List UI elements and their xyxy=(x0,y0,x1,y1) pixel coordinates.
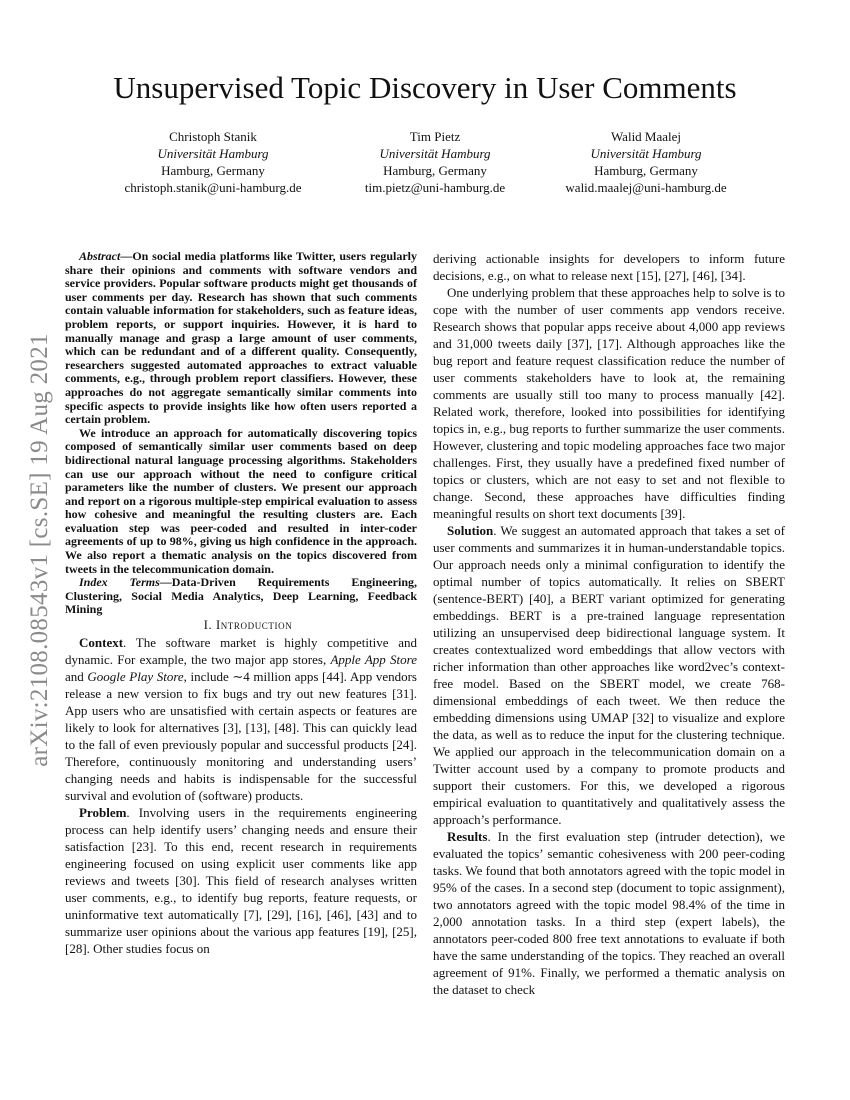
paper-title: Unsupervised Topic Discovery in User Comments xyxy=(113,70,737,105)
author-block-3 xyxy=(536,128,756,196)
author-block-2 xyxy=(325,128,545,196)
solution-text: . We suggest an automated approach that takes a set of user comments and summarizes it in human-understandable topics. Our approach needs only a minimal configuration to identify the optimal number of topics automatically. It relies on SBERT (sentence-BERT) [40], a BERT variant optimized for generating embeddings. BERT is a pre-trained language representation utilizing an unsupervised deep bidirectional language system. It creates contextualized word embeddings that allow vectors with richer information than other approaches like word2vec’s context-free model. Based on the SBERT model, we create 768-dimensional embeddings of each tweet. We then reduce the embedding dimensions using UMAP [32] to visualize and explore the data, as well as to reduce the input for the clustering technique. We applied our approach in the telecommunication domain on a Twitter account used by a company to promote products and support their customers. For this, we developed a rigorous empirical evaluation to quantitatively and qualitatively assess the approach’s performance. xyxy=(433,523,785,827)
paragraph-continuation: deriving actionable insights for developers to inform future decisions, e.g., on what to release next [15], [27], [46], [34]. xyxy=(433,251,785,283)
author-block-1 xyxy=(103,128,323,196)
context-text: , include ∼4 million apps [44]. App vendors release a new version to fix bugs and try out new features [31]. App users who are unsatisfied with certain aspects or features are likely to look for alternatives [3], [13], [48]. This can quickly lead to the fall of even previously popular and successful products [24]. Therefore, continuously monitoring and understanding users’ changing needs and habits is indispensable for the successful survival and evolution of (software) products. xyxy=(65,669,417,804)
author-email: christoph.stanik@uni-hamburg.de xyxy=(124,180,302,195)
problem-label: Problem xyxy=(79,805,127,821)
abstract-paragraph-1: Abstract—On social media platforms like Twitter, users regularly share their opinions and comments with software vendors and service providers. Popular software products might get thousands of user comments per day. Research has shown that such comments contain valuable information for stakeholders, such as feature ideas, problem reports, or support inquiries. However, it is hard to manually manage and grasp a large amount of user comments, which can be redundant and of a different quality. Consequently, researchers suggested automated approaches to extract valuable comments, e.g., through problem report classifiers. However, these approaches do not aggregate semantically similar comments into specific aspects to provide insights like how often users reported a certain problem. xyxy=(65,249,417,427)
paragraph-context xyxy=(65,634,417,804)
index-terms: Index Terms—Data-Driven Requirements Engineering, Clustering, Social Media Analytics, Deep Learning, Feedback Mining xyxy=(65,575,417,617)
author-affiliation: Universität Hamburg xyxy=(379,146,491,161)
author-email: tim.pietz@uni-hamburg.de xyxy=(364,180,506,195)
paragraph-problem xyxy=(65,804,417,957)
apple-app-store-term: Apple App Store xyxy=(330,652,417,668)
context-text: and xyxy=(65,669,88,685)
author-location: Hamburg, Germany xyxy=(383,163,487,178)
paragraph-results xyxy=(433,828,785,998)
right-column xyxy=(433,250,785,998)
arxiv-identifier: arXiv:2108.08543v1 [cs.SE] 19 Aug 2021 xyxy=(26,333,53,767)
section-numeral: I. xyxy=(203,618,213,633)
results-text: . In the first evaluation step (intruder detection), we evaluated the topics’ semantic cohesiveness with 200 peer-coding tasks. We found that both annotators agreed with the topic model in 95% of the cases. In a second step (document to topic assignment), two annotators agreed with the topic model 98.4% of the time in 2,000 annotation tasks. In a third step (expert labels), the annotators peer-coded 800 free text annotations to evaluate if both have the same understanding of the topics. They reached an overall agreement of 91%. Finally, we performed a thematic analysis on the dataset to check xyxy=(433,829,785,997)
paragraph-solution xyxy=(433,522,785,828)
section-title: Introduction xyxy=(215,618,293,633)
abstract-paragraph-2: We introduce an approach for automatically discovering topics composed of semantically similar user comments based on deep bidirectional natural language processing algorithms. Stakeholders can use our approach without the need to configure critical parameters like the number of clusters. We present our approach and report on a rigorous multiple-step empirical evaluation to assess how cohesive and meaningful the resulting clusters are. Each evaluation step was peer-coded and resulted in inter-coder agreements of up to 98%, giving us high confidence in the approach. We also report a thematic analysis on the topics discovered from tweets in the telecommunication domain. xyxy=(65,425,417,576)
author-location: Hamburg, Germany xyxy=(594,163,698,178)
section-heading-introduction xyxy=(65,617,417,634)
abstract xyxy=(65,250,417,617)
index-terms-label: Index Terms xyxy=(79,575,160,590)
problem-text: . Involving users in the requirements engineering process can help identify users’ changing needs and ensure their satisfaction [23]. To this end, recent research in requirements engineering focused on using explicit user comments like app reviews and tweets [30]. This field of research analyses written user comments, e.g., to identify bug reports, feature requests, or uninformative text automatically [7], [29], [16], [46], [43] and to summarize user opinions about the various app features [19], [25], [28]. Other studies focus on xyxy=(65,805,417,957)
author-affiliation: Universität Hamburg xyxy=(590,146,702,161)
solution-label: Solution xyxy=(447,523,494,538)
context-text: . The software market is highly competitive and dynamic. For example, the two major app stores, xyxy=(65,635,417,668)
left-column xyxy=(65,250,417,957)
google-play-store-term: Google Play Store xyxy=(87,669,184,685)
context-label: Context xyxy=(79,635,124,651)
abstract-label: Abstract xyxy=(79,249,121,263)
author-name: Tim Pietz xyxy=(409,129,461,144)
author-name: Christoph Stanik xyxy=(169,129,257,144)
author-affiliation: Universität Hamburg xyxy=(157,146,269,161)
author-name: Walid Maalej xyxy=(610,129,682,144)
arxiv-sidebar-stamp xyxy=(22,300,58,800)
author-location: Hamburg, Germany xyxy=(161,163,265,178)
index-terms-text: Data-Driven Requirements Engineering, Clustering, Social Media Analytics, Deep Learning, Feedback Mining xyxy=(65,575,417,617)
abstract-text-1: On social media platforms like Twitter, users regularly share their opinions and comments with software vendors and service providers. Popular software products might get thousands of user comments per day. Research has shown that such comments contain valuable information for stakeholders, such as feature ideas, problem reports, or support inquiries. However, it is hard to manually manage and grasp a large amount of user comments, which can be redundant and of a different quality. Consequently, researchers suggested automated approaches to extract valuable comments, e.g., through problem report classifiers. However, these approaches do not aggregate semantically similar comments into specific aspects to provide insights like how often users reported a certain problem. xyxy=(65,249,417,427)
author-email: walid.maalej@uni-hamburg.de xyxy=(565,180,727,195)
results-label: Results xyxy=(447,829,488,844)
paragraph-underlying-problem: One underlying problem that these approaches help to solve is to cope with the number of user comments app vendors receive. Research shows that popular apps receive about 4,000 app reviews and 31,000 tweets daily [37], [17]. Although approaches like the bug report and feature request classification reduce the number of user comments stakeholders have to look at, the remaining comments are usually still too many to process manually [42]. Related work, therefore, looked into possibilities for identifying topics in, e.g., bug reports to further summarize the user comments. However, clustering and topic modeling approaches face two major challenges. First, they usually have a predefined fixed number of topics or clusters, which are not easy to set and not flexible to change. Second, these approaches have difficulties finding meaningful results on short text documents [39]. xyxy=(433,285,785,521)
